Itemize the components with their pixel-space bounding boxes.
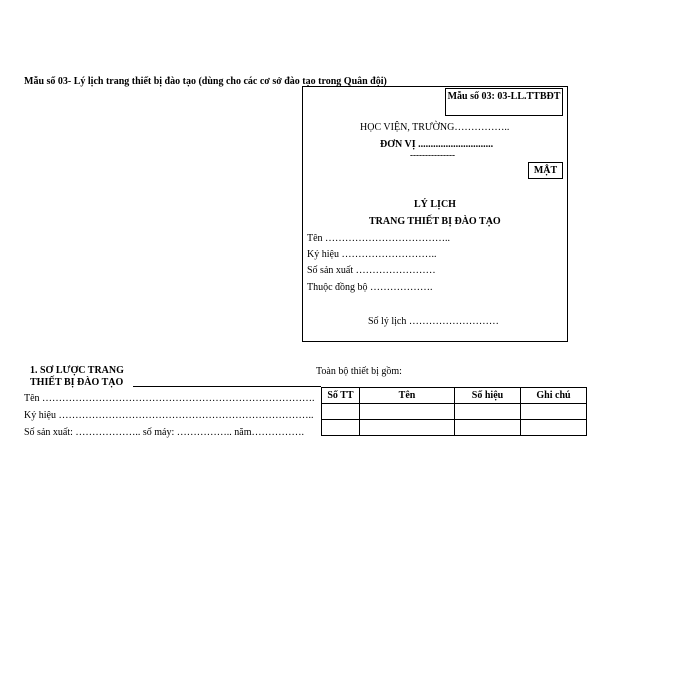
table-cell — [455, 404, 521, 420]
equipment-label: Toàn bộ thiết bị gồm: — [316, 366, 402, 377]
section1-rule — [133, 386, 321, 387]
card-name-line: Tên ……………………………….. — [307, 233, 451, 244]
col-header-code: Số hiệu — [455, 388, 521, 404]
card-symbol-line: Ký hiệu ……………………….. — [307, 249, 437, 260]
card-record-number-line: Số lý lịch ……………………… — [368, 316, 499, 327]
table-row — [322, 404, 587, 420]
unit-line: ĐƠN VỊ .............................. — [380, 139, 494, 150]
table-cell — [521, 404, 587, 420]
table-cell — [455, 420, 521, 436]
form-caption: Mẫu số 03- Lý lịch trang thiết bị đào tạo (dùng cho các cơ sở đào tạo trong Quân đội) — [24, 76, 387, 87]
section1-symbol-line: Ký hiệu ………………………………………………………………….. — [24, 410, 314, 421]
section1-title — [30, 365, 124, 389]
section1-name-line: Tên ………………………………………………………………………. — [24, 393, 315, 404]
section1-serial-line: Số sản xuất: ……………….. số máy: …………….. năm……………. — [24, 427, 304, 438]
secret-badge: MẬT — [528, 162, 563, 179]
unit-underline: --------------- — [410, 150, 455, 160]
col-header-no: Số TT — [322, 388, 360, 404]
table-cell — [360, 420, 455, 436]
card-group-line: Thuộc đồng bộ ………………. — [307, 282, 433, 293]
col-header-name: Tên — [360, 388, 455, 404]
table-row — [322, 420, 587, 436]
table-cell — [521, 420, 587, 436]
section1-title-line1: 1. SƠ LƯỢC TRANG — [30, 365, 124, 376]
card-serial-line: Số sản xuất …………………… — [307, 265, 436, 276]
section1-title-line2: THIẾT BỊ ĐÀO TẠO — [30, 377, 124, 388]
table-cell — [360, 404, 455, 420]
card-title-line1: LÝ LỊCH — [414, 199, 456, 210]
form-code-box: Mẫu số 03: 03-LL.TTBĐT — [445, 88, 563, 116]
table-cell — [322, 404, 360, 420]
institution-line: HỌC VIỆN, TRƯỜNG…………….. — [360, 122, 510, 133]
col-header-note: Ghi chú — [521, 388, 587, 404]
table-cell — [322, 420, 360, 436]
equipment-table — [321, 387, 587, 436]
card-title-line2: TRANG THIẾT BỊ ĐÀO TẠO — [369, 216, 501, 227]
